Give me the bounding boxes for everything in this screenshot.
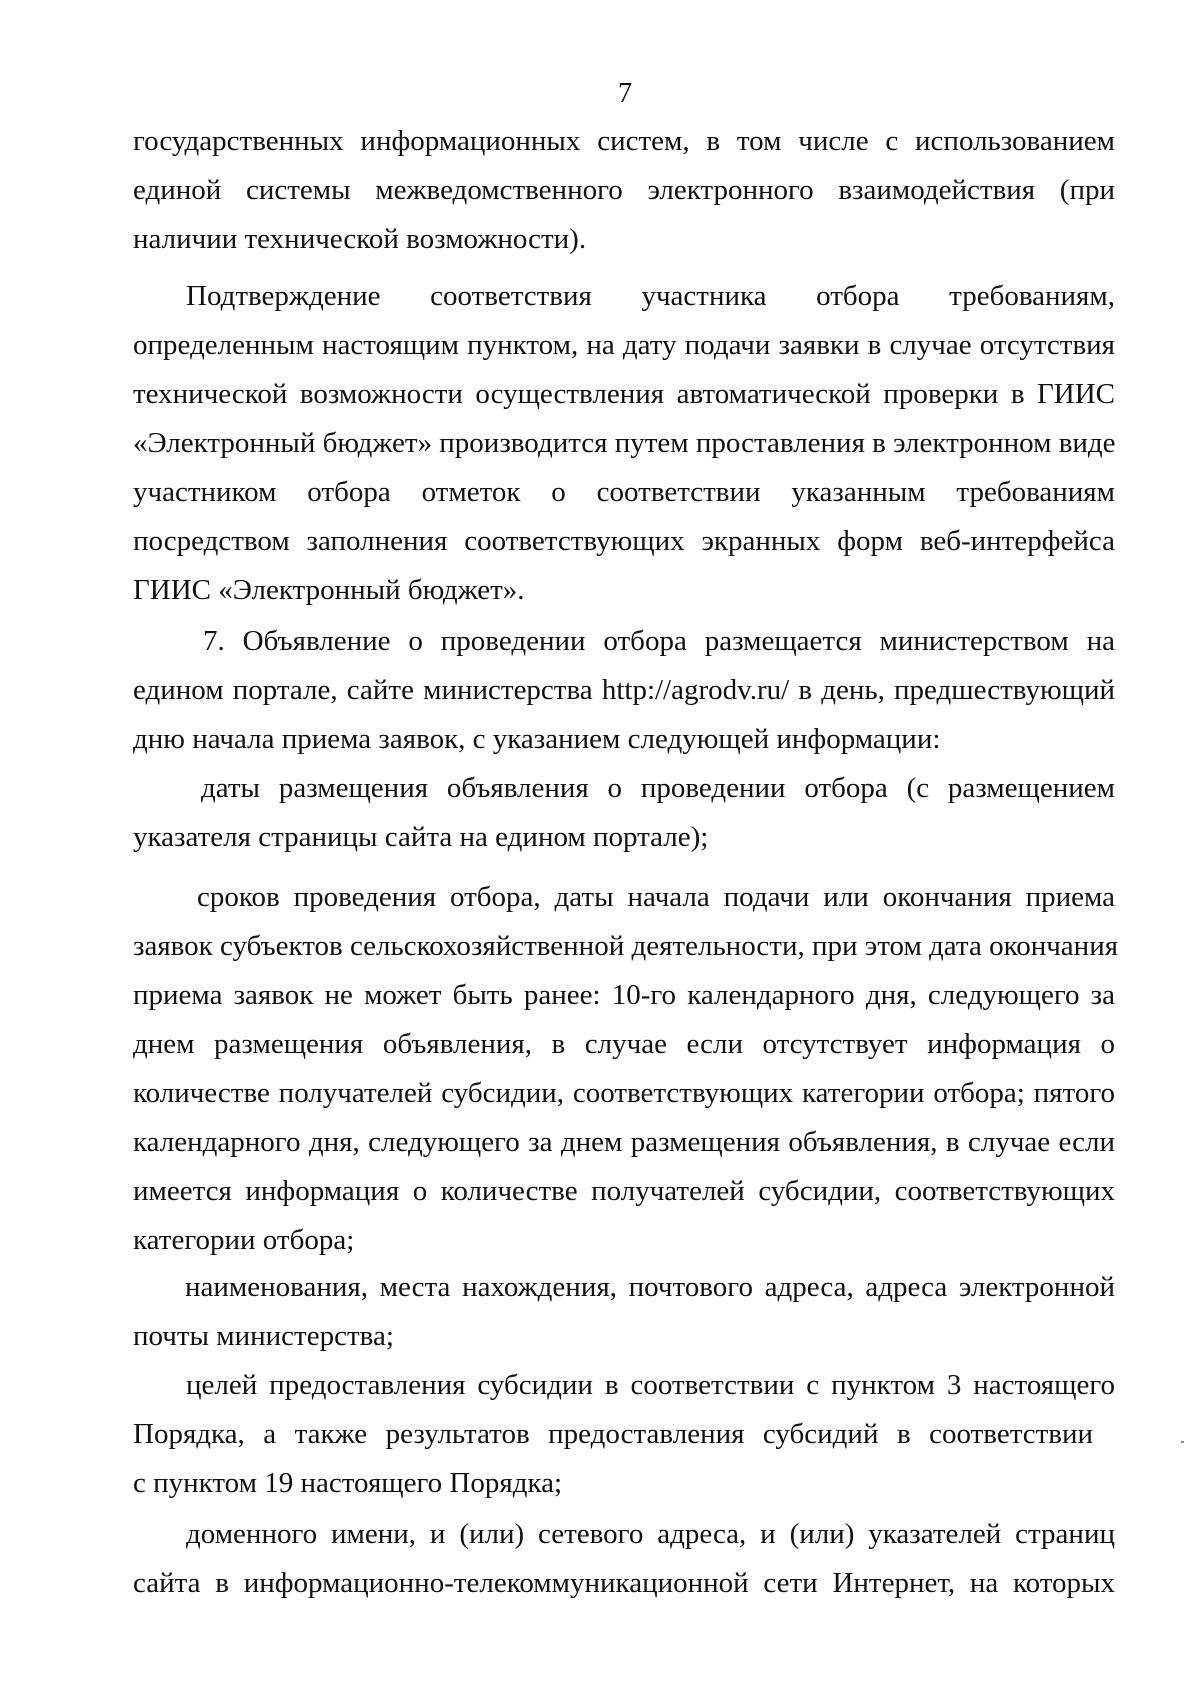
text-line: 7. Объявление о проведении отбора размещается министерством на <box>203 625 1115 657</box>
paragraph-item-name <box>133 1263 1115 1361</box>
paragraph-item-domain <box>133 1510 1115 1608</box>
text-line: доменного имени, и (или) сетевого адреса, и (или) указателей страниц <box>186 1518 1115 1550</box>
text-line: ГИИС «Электронный бюджет». <box>133 574 525 606</box>
text-line: количестве получателей субсидии, соответствующих категории отбора; пятого <box>133 1077 1115 1109</box>
text-line: дню начала приема заявок, с указанием следующей информации: <box>133 723 941 755</box>
text-line: приема заявок не может быть ранее: 10-го календарного дня, следующего за <box>133 979 1115 1011</box>
text-line: «Электронный бюджет» производится путем проставления в электронном виде <box>133 427 1116 459</box>
text-line: Порядка, а также результатов предоставления субсидий в соответствии <box>133 1418 1093 1450</box>
paragraph-intro <box>133 117 1115 264</box>
text-line: имеется информация о количестве получателей субсидии, соответствующих <box>133 1175 1115 1207</box>
text-line: государственных информационных систем, в том числе с использованием <box>133 125 1115 157</box>
paragraph-item-goals <box>133 1361 1115 1508</box>
text-line: технической возможности осуществления автоматической проверки в ГИИС <box>133 378 1115 410</box>
text-line: календарного дня, следующего за днем размещения объявления, в случае если <box>133 1126 1115 1158</box>
text-line: целей предоставления субсидии в соответствии с пунктом 3 настоящего <box>186 1369 1115 1401</box>
text-line: посредством заполнения соответствующих экранных форм веб-интерфейса <box>133 525 1115 557</box>
page-number: 7 <box>618 78 632 109</box>
text-line: Подтверждение соответствия участника отбора требованиям, <box>186 280 1115 312</box>
text-line: определенным настоящим пунктом, на дату подачи заявки в случае отсутствия <box>133 329 1115 361</box>
paragraph-item-terms <box>133 873 1119 1265</box>
text-line: едином портале, сайте министерства http://agrodv.ru/ в день, предшествующий <box>133 674 1115 706</box>
text-line: единой системы межведомственного электронного взаимодействия (при <box>133 174 1115 206</box>
text-line: указателя страницы сайта на едином портале); <box>133 821 709 853</box>
text-line: даты размещения объявления о проведении отбора (с размещением <box>201 772 1115 804</box>
text-line: сайта в информационно-телекоммуникационной сети Интернет, на которых <box>133 1567 1115 1599</box>
scan-speck <box>1181 1441 1184 1443</box>
text-line: почты министерства; <box>133 1320 394 1352</box>
text-line: участником отбора отметок о соответствии указанным требованиям <box>133 476 1115 508</box>
text-line: категории отбора; <box>133 1224 355 1256</box>
text-line: наименования, места нахождения, почтового адреса, адреса электронной <box>185 1271 1115 1303</box>
text-line: наличии технической возможности). <box>133 223 587 255</box>
paragraph-confirmation <box>133 272 1115 615</box>
paragraph-item-dates <box>133 764 1115 862</box>
text-line: днем размещения объявления, в случае если отсутствует информация о <box>133 1028 1115 1060</box>
text-line: заявок субъектов сельскохозяйственной деятельности, при этом дата окончания <box>133 930 1119 962</box>
text-line: с пунктом 19 настоящего Порядка; <box>133 1467 563 1499</box>
text-line: сроков проведения отбора, даты начала подачи или окончания приема <box>197 881 1115 913</box>
paragraph-clause-7 <box>133 617 1115 764</box>
